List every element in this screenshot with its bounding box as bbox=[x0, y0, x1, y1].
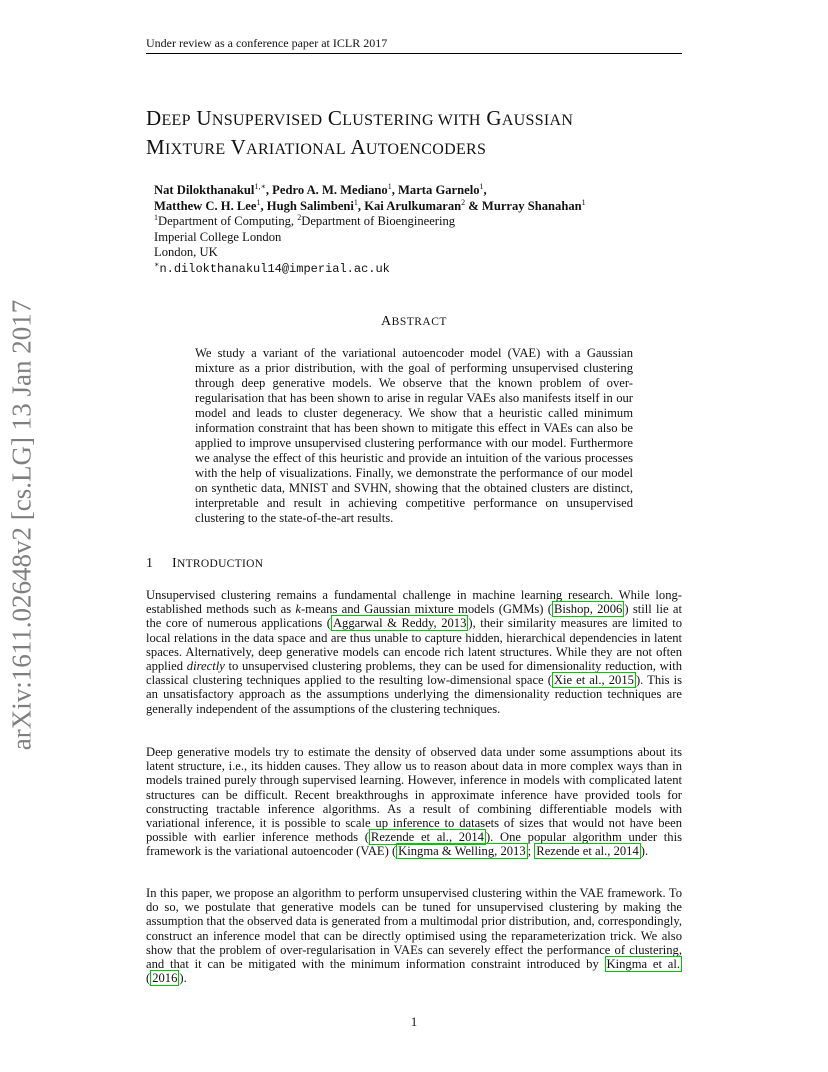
city: London, UK bbox=[154, 245, 218, 259]
citation-link[interactable]: Xie et al., 2015 bbox=[553, 673, 634, 688]
author-list bbox=[154, 182, 586, 214]
citation-link[interactable]: 2016 bbox=[152, 971, 178, 986]
citation-link[interactable]: Kingma & Welling, 2013 bbox=[398, 844, 526, 859]
paper-title bbox=[146, 105, 573, 163]
citation-link[interactable]: Rezende et al., 2014 bbox=[536, 844, 639, 859]
college: Imperial College London bbox=[154, 229, 282, 244]
citation-link[interactable]: Kingma et al. bbox=[606, 957, 680, 972]
departments: $^1$Department of Computing, $^2$Department of Bioengineering bbox=[154, 212, 456, 228]
running-header: Under review as a conference paper at ICLR 2017 bbox=[146, 36, 388, 50]
citation-link[interactable]: Bishop, 2006 bbox=[554, 602, 623, 617]
header-rule bbox=[146, 53, 682, 54]
affiliations bbox=[154, 214, 455, 277]
title-line-1: DEEP UNSUPERVISED CLUSTERING WITH GAUSSIAN bbox=[146, 106, 574, 130]
email-address[interactable]: n.dilokthanakul14@imperial.ac.uk bbox=[159, 261, 390, 276]
section-heading-introduction: 1 INTRODUCTION bbox=[146, 556, 264, 571]
citation-link[interactable]: Aggarwal & Reddy, 2013 bbox=[332, 616, 467, 631]
citation-link[interactable]: Rezende et al., 2014 bbox=[370, 830, 484, 845]
intro-paragraph-3: In this paper, we propose an algorithm to perform unsupervised clustering within the VAE framework. To do so, we postulate that generative models can be tuned for unsupervised clustering by making the assumption that the observed data is generated from a multimodal prior distribution, and, correspondingly, construct an inference model that can be directly optimised using the reparameterization trick. We also show that the problem of over-regularisation in VAEs can severely effect the performance of clustering, and that it can be mitigated with the minimum information constraint introduced by Kingma et al. ( 2016 ). bbox=[146, 886, 682, 986]
page-number: 1 bbox=[410, 1015, 418, 1029]
abstract-heading: ABSTRACT bbox=[381, 314, 447, 329]
abstract-text: We study a variant of the variational autoencoder model (VAE) with a Gaussian mixture as a prior distribution, with the goal of performing unsupervised clustering through deep generative models. We observe that the known problem of over-regularisation that has been shown to arise in regular VAEs also manifests itself in our model and leads to cluster degeneracy. We show that a heuristic called minimum information constraint that has been shown to mitigate this effect in VAEs can also be applied to improve unsupervised clustering performance with our model. Furthermore we analyse the effect of this heuristic and provide an intuition of the various processes with the help of visualizations. Finally, we demonstrate the performance of our model on synthetic data, MNIST and SVHN, showing that the obtained clusters are distinct, interpretable and result in achieving competitive performance on unsupervised clustering to the state-of-the-art results. bbox=[195, 346, 633, 525]
intro-paragraph-1: Unsupervised clustering remains a fundamental challenge in machine learning research. While long-established methods such as k-means and Gaussian mixture models (GMMs) ( Bishop, 2006 ) still lie at the core of numerous applications ( Aggarwal & Reddy, 2013 ), their similarity measures are limited to local relations in the data space and are thus unable to capture hidden, hierarchical dependencies in latent spaces. Alternatively, deep generative models can encode rich latent structures. While they are not often applied directly to unsupervised clustering problems, they can be used for dimensionality reduction, with classical clustering techniques applied to the resulting low-dimensional space ( Xie et al., 2015 ). This is an unsatisfactory approach as the assumptions underlying the dimensionality reduction techniques are generally independent of the assumptions of the clustering techniques. bbox=[146, 588, 682, 716]
author-line-2: Matthew C. H. Lee$^1$, Hugh Salimbeni$^1$, Kai Arulkumaran$^2$ & Murray Shanahan$^1$ bbox=[154, 197, 586, 213]
email-line: ∗n.dilokthanakul14@imperial.ac.uk bbox=[154, 259, 390, 276]
title-line-2: MIXTURE VARIATIONAL AUTOENCODERS bbox=[146, 135, 487, 159]
author-line-1: Nat Dilokthanakul$^{1,∗}$, Pedro A. M. Mediano$^1$, Marta Garnelo$^1$, bbox=[154, 181, 487, 197]
intro-paragraph-2: Deep generative models try to estimate the density of observed data under some assumptions about its latent structure, i.e., its hidden causes. They allow us to reason about data in more complex ways than in models trained purely through supervised learning. However, inference in models with complicated latent structures can be difficult. Recent breakthroughs in approximate inference have provided tools for constructing tractable inference algorithms. As a result of combining differentiable models with variational inference, it is possible to scale up inference to datasets of sizes that would not have been possible with earlier inference methods ( Rezende et al., 2014 ). One popular algorithm under this framework is the variational autoencoder (VAE) ( Kingma & Welling, 2013 ; Rezende et al., 2014 ). bbox=[146, 745, 682, 859]
